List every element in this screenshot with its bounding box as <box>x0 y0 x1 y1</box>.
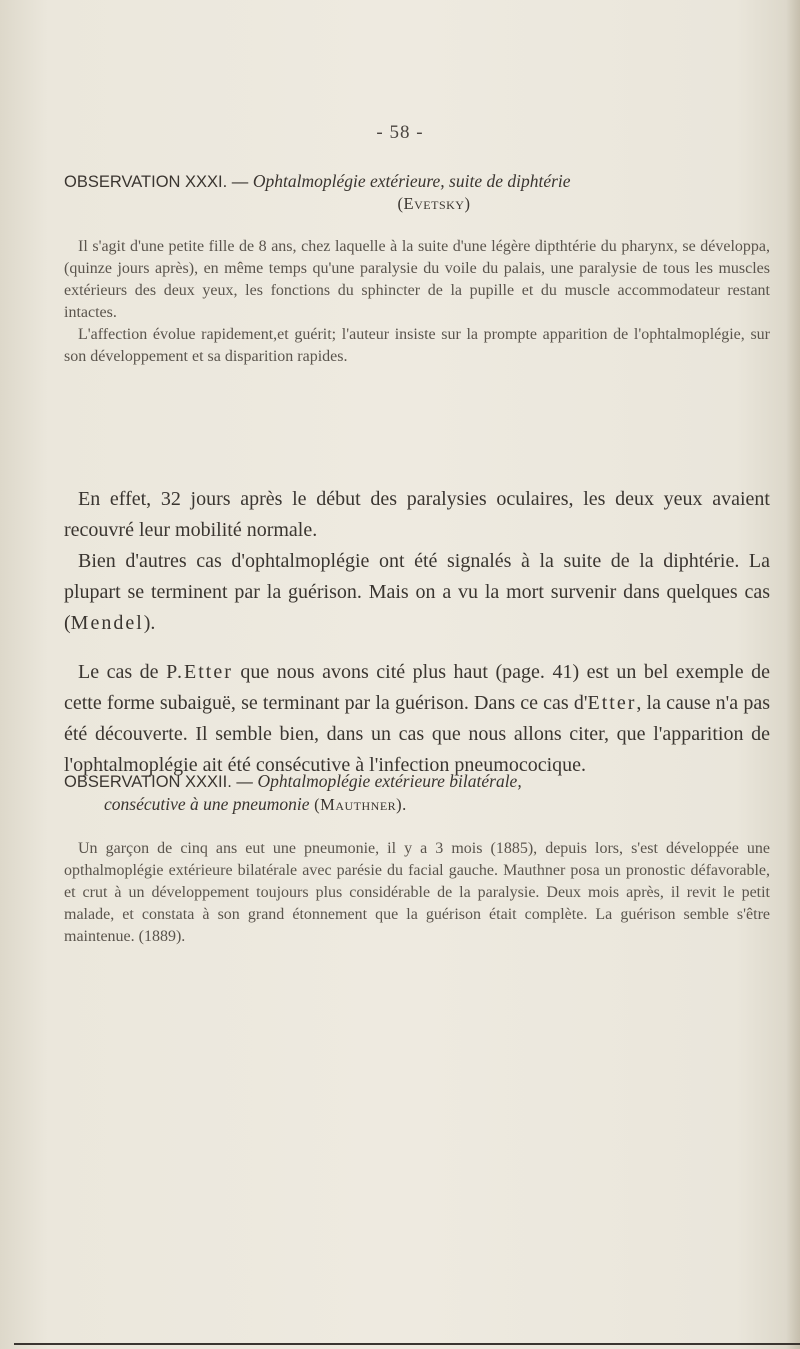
observation-32-label: OBSERVATION XXXII. — <box>64 773 253 791</box>
observation-32-paragraph: Un garçon de cinq ans eut une pneumonie, il y a 3 mois (1885), depuis lors, s'est développée une opthalmoplégie extérieure bilatérale avec parésie du facial gauche. Mauthner posa un pronostic défavorable, et crut à un développement toujours plus considérable de la paralysie. Deux mois après, il revit le petit malade, et constata à son grand étonnement que la guérison était complète. La guérison semble s'être maintenue. (1889). <box>64 840 770 945</box>
page-edge-shadow <box>786 0 800 1349</box>
observation-32-author: (Mauthner). <box>314 795 407 814</box>
observation-31-body <box>64 236 770 368</box>
page-bottom-rule <box>14 1343 800 1345</box>
observation-32-title-2: consécutive à une pneumonie <box>104 794 310 814</box>
main-text <box>64 484 770 781</box>
observation-31-author: (Evetsky) <box>397 194 471 213</box>
paragraph-1: En effet, 32 jours après le début des paralysies oculaires, les deux yeux avaient recouvré leur mobilité normale. <box>64 488 770 541</box>
observation-32-title-1: Ophtalmoplégie extérieure bilatérale, <box>257 771 522 791</box>
observation-31-heading <box>64 170 764 215</box>
observation-31-title: Ophtalmoplégie extérieure, suite de diphtérie <box>252 171 571 191</box>
paragraph-2: Bien d'autres cas d'ophtalmoplégie ont été signalés à la suite de la diphtérie. La plupart se terminent par la guérison. Mais on a vu la mort survenir dans quelques cas (Mendel). <box>64 550 770 634</box>
page-number: - 58 - <box>376 122 424 143</box>
observation-31-paragraph: Il s'agit d'une petite fille de 8 ans, chez laquelle à la suite d'une légère dipthtérie du pharynx, se développa, (quinze jours après), en même temps qu'une paralysie du voile du palais, une paralysie de tous les muscles extérieurs des deux yeux, les fonctions du sphincter de la pupille et du muscle accommodateur restant intactes. <box>64 238 770 321</box>
author-name-mendel: Mendel <box>70 612 144 634</box>
paragraph-3: Le cas de P.Etter que nous avons cité plus haut (page. 41) est un bel exemple de cette forme subaiguë, se terminant par la guérison. Dans ce cas d'Etter, la cause n'a pas été découverte. Il semble bien, dans un cas que nous allons citer, que l'apparition de l'ophtalmoplégie ait été consécutive à l'infection pneumococique. <box>64 661 770 776</box>
observation-31-label: OBSERVATION XXXI. — <box>64 173 249 191</box>
observation-32-heading <box>64 770 764 816</box>
author-name-etter-2: Etter <box>587 692 637 714</box>
observation-32-body <box>64 838 770 948</box>
author-name-etter: P.Etter <box>166 661 233 683</box>
observation-31-paragraph: L'affection évolue rapidement,et guérit; l'auteur insiste sur la prompte apparition de l'ophtalmoplégie, sur son développement et sa disparition rapides. <box>64 326 770 365</box>
